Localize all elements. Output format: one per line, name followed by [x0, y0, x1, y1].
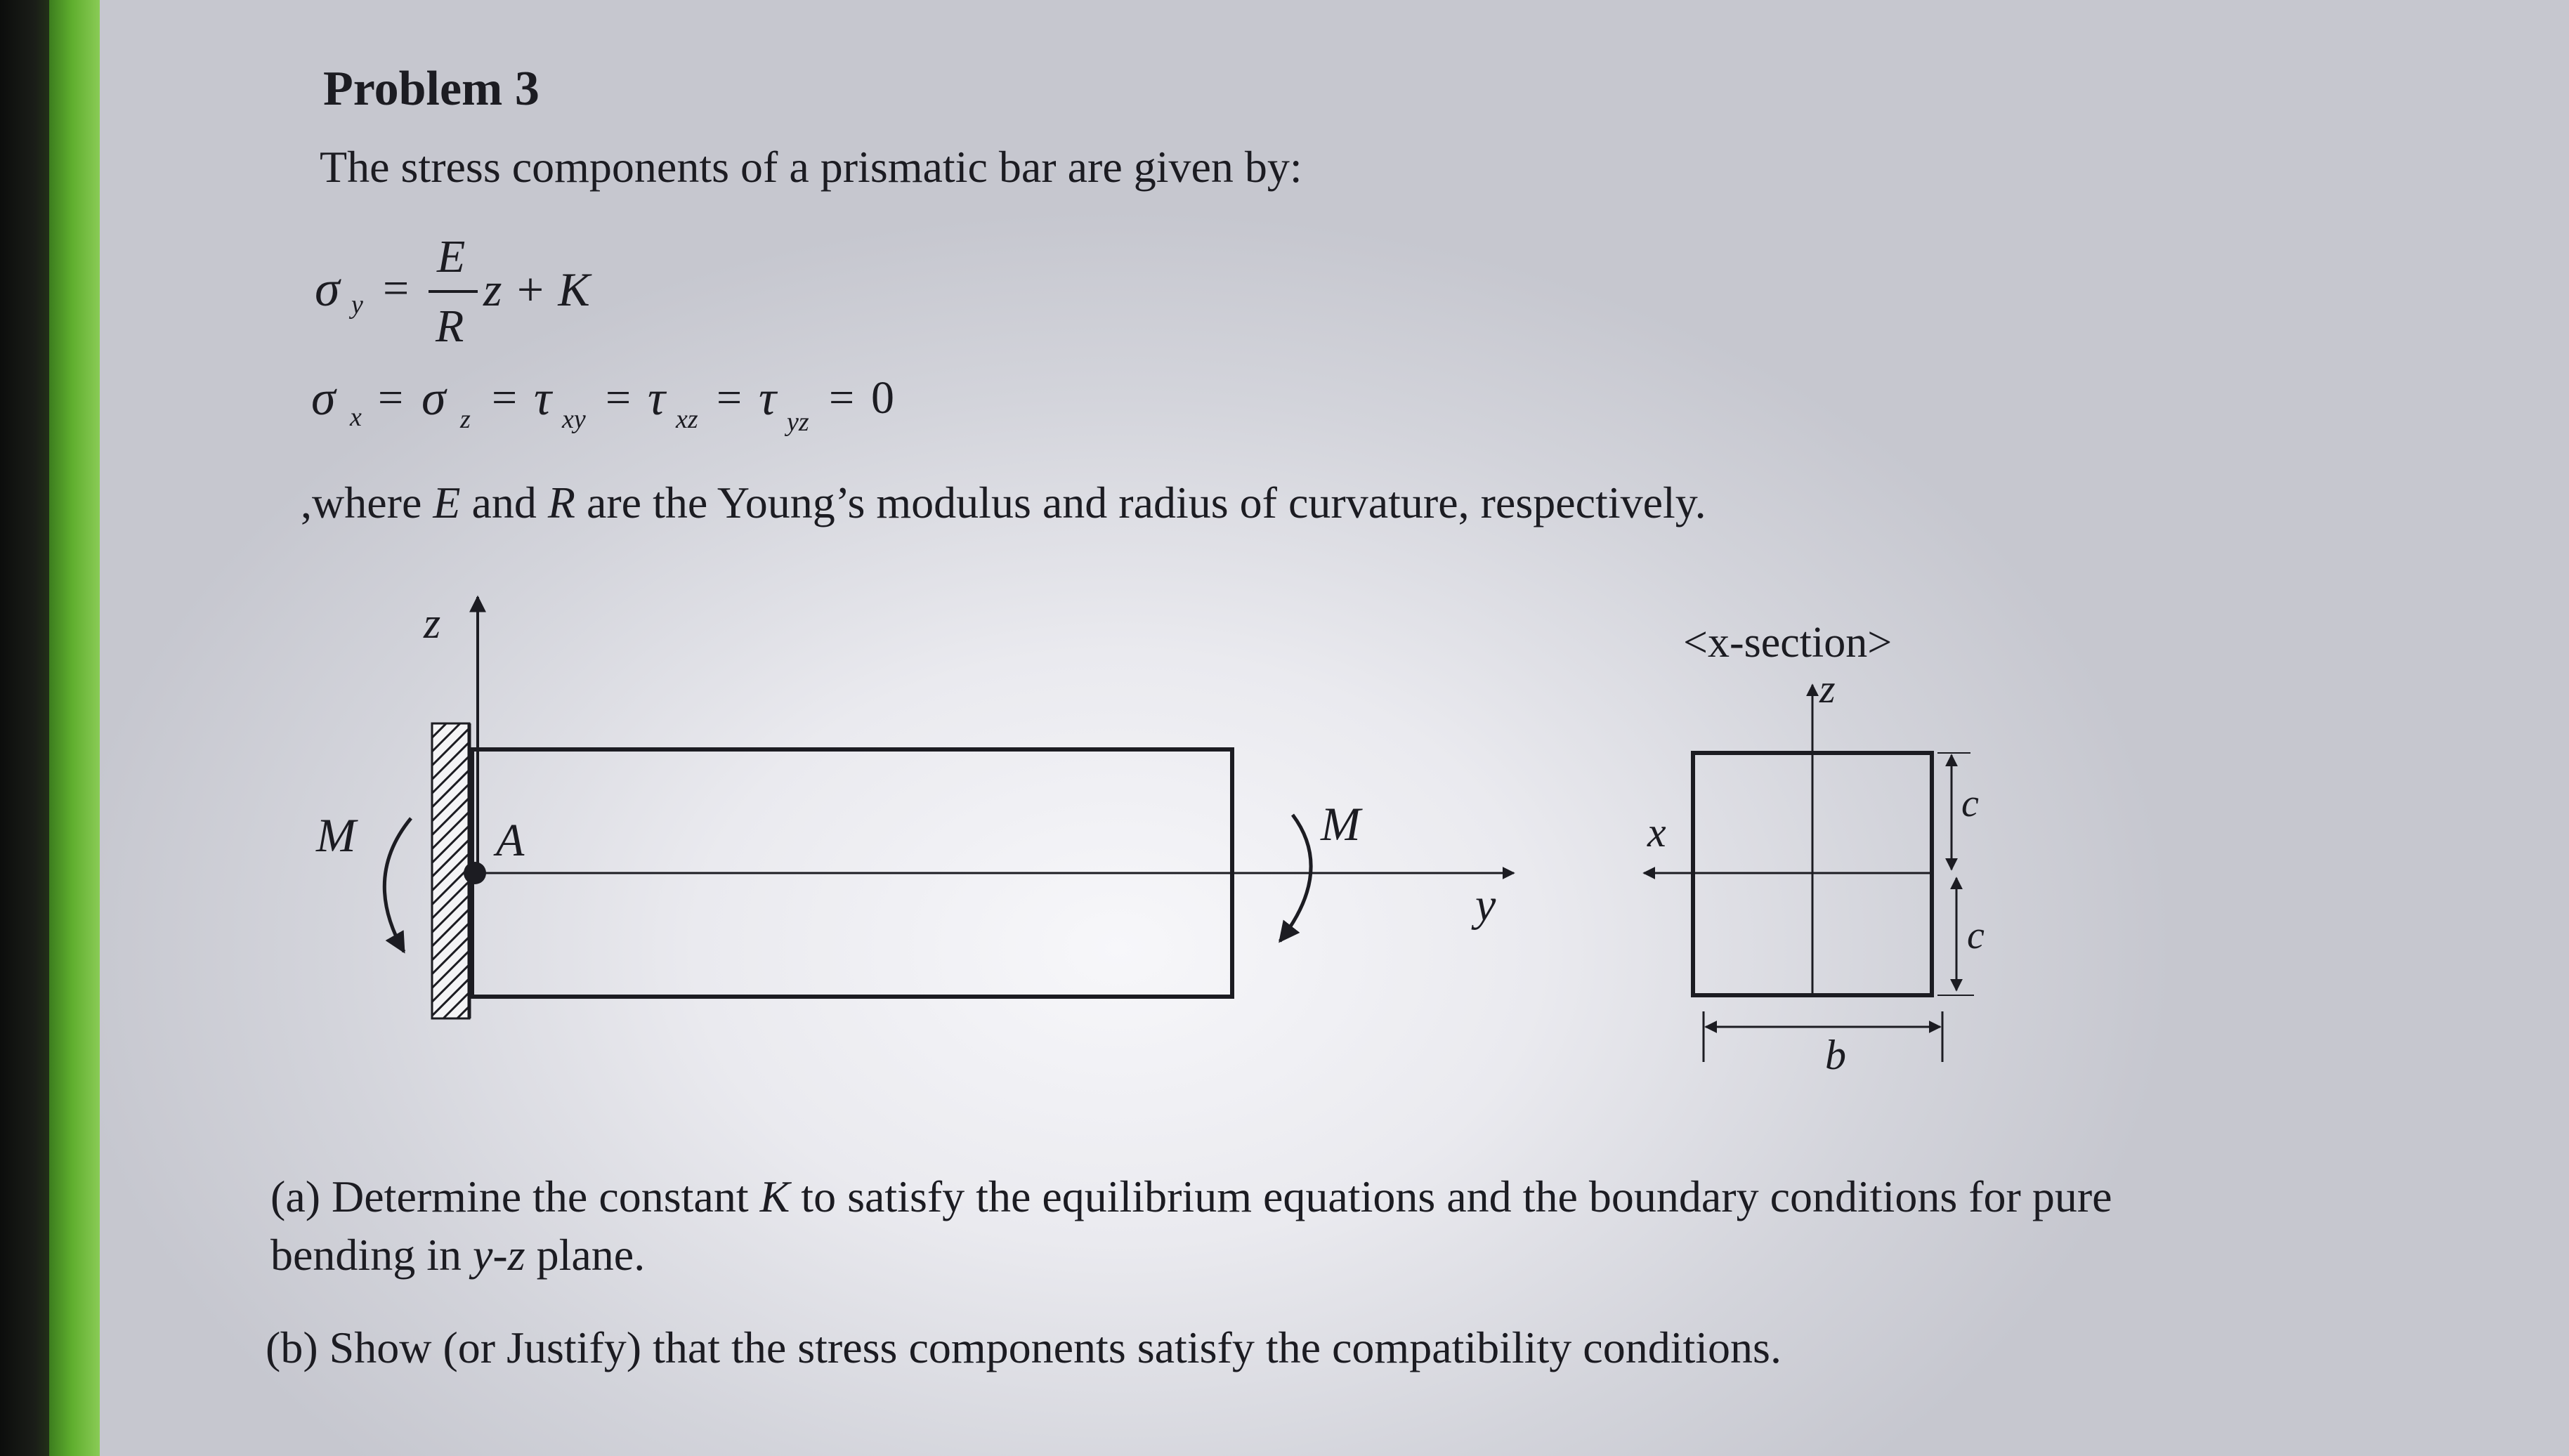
problem-title: Problem 3: [323, 62, 540, 116]
moment-right-arc: [1280, 815, 1311, 941]
eq1-tail: z + K: [483, 263, 590, 316]
where-and: and: [460, 478, 548, 527]
point-a-label: A: [496, 815, 525, 866]
question-a-line2: [270, 1230, 646, 1280]
eq2-term2-symbol: σ: [421, 372, 446, 426]
moment-right-label: M: [1321, 797, 1361, 851]
moment-left-label: M: [316, 808, 356, 862]
where-suffix: are the Young’s modulus and radius of curvature, respectively.: [575, 478, 1706, 527]
eq2-term5-sub: yz: [787, 407, 809, 437]
dim-c-bottom-label: c: [1967, 914, 1985, 957]
where-var-r: R: [547, 478, 575, 527]
section-z-label: z: [1819, 666, 1836, 711]
eq1-equals: =: [383, 263, 410, 314]
qa2-prefix: bending in: [270, 1230, 473, 1280]
eq1-sub: y: [351, 290, 363, 320]
eq2-equals-5: =: [829, 372, 855, 422]
eq2-equals-2: =: [492, 372, 518, 422]
question-a-line1: [270, 1174, 2112, 1219]
eq2-result: 0: [871, 372, 894, 424]
qa-rest: to satisfy the equilibrium equations and the boundary conditions for pure: [790, 1172, 2112, 1221]
question-b: (b) Show (or Justify) that the stress components satisfy the compatibility conditions.: [266, 1323, 1782, 1372]
moment-left-arc: [384, 818, 411, 952]
point-a-dot: [464, 862, 486, 884]
eq1-denominator: R: [436, 301, 464, 352]
eq2-term1-symbol: σ: [311, 372, 336, 426]
eq1-numerator: E: [437, 231, 466, 282]
qa-var: K: [759, 1172, 790, 1221]
eq2-term5-symbol: τ: [759, 372, 777, 426]
beam-y-label: y: [1475, 879, 1496, 931]
eq2-term1-sub: x: [350, 402, 362, 432]
where-prefix: ,where: [301, 478, 433, 527]
eq2-term4-symbol: τ: [648, 372, 666, 426]
qa2-suffix: plane.: [525, 1230, 646, 1280]
problem-intro: The stress components of a prismatic bar are given by:: [320, 142, 1302, 192]
qa2-var: y-z: [472, 1230, 525, 1280]
eq2-equals-3: =: [606, 372, 632, 422]
where-var-e: E: [433, 478, 461, 527]
beam-z-label: z: [424, 600, 441, 648]
eq1-sigma: σ: [315, 261, 340, 317]
eq2-term3-sub: xy: [562, 405, 586, 434]
dim-b-label: b: [1825, 1032, 1846, 1078]
eq2-equals-1: =: [378, 372, 404, 422]
section-x-label: x: [1647, 809, 1666, 855]
dim-c-top-label: c: [1961, 782, 1979, 825]
eq2-term3-symbol: τ: [534, 372, 552, 426]
eq2-equals-4: =: [717, 372, 743, 422]
fixed-support-wall: [432, 723, 469, 1018]
eq2-term2-sub: z: [460, 405, 471, 434]
section-caption: <x-section>: [1683, 619, 1893, 667]
qa-prefix: (a) Determine the constant: [270, 1172, 760, 1221]
eq2-term4-sub: xz: [676, 405, 698, 434]
